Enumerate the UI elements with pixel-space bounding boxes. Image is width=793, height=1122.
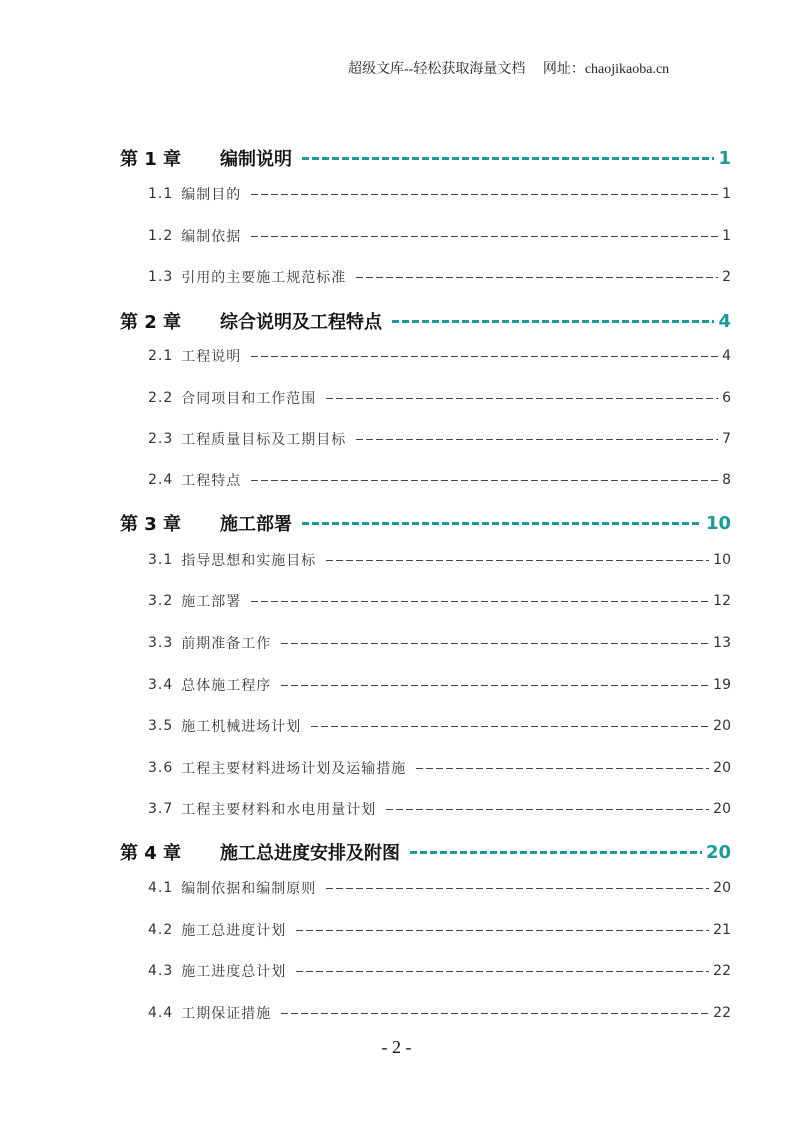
entry-number: 第 2 章: [120, 312, 182, 333]
entry-title: 工期保证措施: [181, 1006, 272, 1022]
toc-section-entry[interactable]: [148, 876, 731, 900]
dot-leader: [356, 277, 718, 278]
entry-number: 4.4: [148, 1005, 174, 1021]
toc-section-entry[interactable]: [148, 589, 731, 613]
dot-leader: [326, 888, 709, 889]
entry-title: 工程主要材料进场计划及运输措施: [181, 761, 407, 777]
entry-page: 13: [713, 635, 731, 651]
entry-title: 指导思想和实施目标: [181, 553, 317, 569]
toc-chapter-entry[interactable]: [120, 146, 731, 170]
entry-page: 12: [713, 593, 731, 609]
entry-number: 3.6: [148, 760, 174, 776]
toc-section-entry[interactable]: [148, 756, 731, 780]
page-header: 超级文库--轻松获取海量文档 网址：chaojikaoba.cn: [348, 62, 670, 77]
toc-section-entry[interactable]: [148, 386, 731, 410]
entry-title: 编制说明: [220, 149, 292, 170]
entry-page: 2: [722, 269, 731, 285]
toc-section-entry[interactable]: [148, 714, 731, 738]
entry-title: 施工进度总计划: [181, 964, 287, 980]
entry-title: 工程主要材料和水电用量计划: [181, 802, 377, 818]
entry-number: 2.1: [148, 348, 174, 364]
toc-section-entry[interactable]: [148, 548, 731, 572]
entry-title: 施工机械进场计划: [181, 719, 302, 735]
entry-number: 3.4: [148, 677, 174, 693]
toc-section-entry[interactable]: [148, 468, 731, 492]
dot-leader: [296, 971, 709, 972]
entry-page: 20: [713, 718, 731, 734]
toc-section-entry[interactable]: [148, 427, 731, 451]
entry-page: 22: [713, 1005, 731, 1021]
toc-chapter-entry[interactable]: [120, 309, 731, 333]
entry-number: 3.5: [148, 718, 174, 734]
entry-page: 20: [713, 760, 731, 776]
entry-page: 4: [722, 348, 731, 364]
entry-title: 工程质量目标及工期目标: [181, 432, 347, 448]
entry-title: 编制依据: [181, 229, 242, 245]
entry-number: 2.4: [148, 472, 174, 488]
entry-page: 20: [705, 841, 731, 863]
dot-leader: [326, 560, 709, 561]
entry-number: 第 1 章: [120, 149, 182, 170]
dot-leader: [302, 157, 714, 160]
toc-section-entry[interactable]: [148, 959, 731, 983]
entry-title: 引用的主要施工规范标准: [181, 270, 347, 286]
entry-page: 19: [713, 677, 731, 693]
entry-title: 合同项目和工作范围: [181, 391, 317, 407]
entry-page: 10: [713, 552, 731, 568]
dot-leader: [296, 930, 709, 931]
entry-number: 3.2: [148, 593, 174, 609]
entry-page: 1: [722, 186, 731, 202]
page-number: - 2 -: [381, 1037, 412, 1057]
toc-section-entry[interactable]: [148, 673, 731, 697]
toc-section-entry[interactable]: [148, 918, 731, 942]
entry-page: 22: [713, 963, 731, 979]
dot-leader: [356, 439, 718, 440]
entry-page: 6: [722, 390, 731, 406]
entry-number: 4.3: [148, 963, 174, 979]
entry-page: 7: [722, 431, 731, 447]
dot-leader: [251, 194, 718, 195]
dot-leader: [410, 851, 702, 854]
entry-title: 总体施工程序: [181, 678, 272, 694]
toc-section-entry[interactable]: [148, 1001, 731, 1025]
toc-section-entry[interactable]: [148, 182, 731, 206]
toc-section-entry[interactable]: [148, 224, 731, 248]
toc-section-entry[interactable]: [148, 631, 731, 655]
entry-title: 施工部署: [220, 514, 292, 535]
entry-number: 第 4 章: [120, 843, 182, 864]
entry-page: 20: [713, 801, 731, 817]
entry-title: 前期准备工作: [181, 636, 272, 652]
dot-leader: [251, 356, 718, 357]
entry-number: 2.3: [148, 431, 174, 447]
dot-leader: [311, 726, 709, 727]
entry-number: 1.1: [148, 186, 174, 202]
toc-chapter-entry[interactable]: [120, 840, 731, 864]
entry-number: 3.1: [148, 552, 174, 568]
entry-number: 1.3: [148, 269, 174, 285]
entry-title: 综合说明及工程特点: [220, 312, 382, 333]
toc-section-entry[interactable]: [148, 797, 731, 821]
toc-chapter-entry[interactable]: [120, 511, 731, 535]
dot-leader: [251, 601, 709, 602]
toc-section-entry[interactable]: [148, 265, 731, 289]
entry-page: 1: [718, 147, 731, 169]
entry-number: 3.7: [148, 801, 174, 817]
entry-title: 编制依据和编制原则: [181, 881, 317, 897]
entry-page: 1: [722, 228, 731, 244]
dot-leader: [281, 1013, 709, 1014]
entry-page: 8: [722, 472, 731, 488]
entry-number: 4.2: [148, 922, 174, 938]
dot-leader: [416, 768, 709, 769]
entry-title: 编制目的: [181, 187, 242, 203]
entry-page: 20: [713, 880, 731, 896]
dot-leader: [281, 643, 709, 644]
entry-title: 施工总进度计划: [181, 923, 287, 939]
dot-leader: [302, 522, 702, 525]
entry-number: 3.3: [148, 635, 174, 651]
toc-section-entry[interactable]: [148, 344, 731, 368]
dot-leader: [251, 236, 718, 237]
entry-number: 第 3 章: [120, 514, 182, 535]
entry-number: 4.1: [148, 880, 174, 896]
dot-leader: [251, 480, 718, 481]
entry-title: 施工总进度安排及附图: [220, 843, 400, 864]
dot-leader: [281, 685, 709, 686]
entry-number: 2.2: [148, 390, 174, 406]
entry-title: 工程特点: [181, 473, 242, 489]
dot-leader: [326, 398, 718, 399]
entry-page: 21: [713, 922, 731, 938]
entry-page: 10: [705, 512, 731, 534]
entry-page: 4: [718, 310, 731, 332]
entry-number: 1.2: [148, 228, 174, 244]
entry-title: 工程说明: [181, 349, 242, 365]
dot-leader: [392, 320, 714, 323]
entry-title: 施工部署: [181, 594, 242, 610]
dot-leader: [386, 809, 709, 810]
